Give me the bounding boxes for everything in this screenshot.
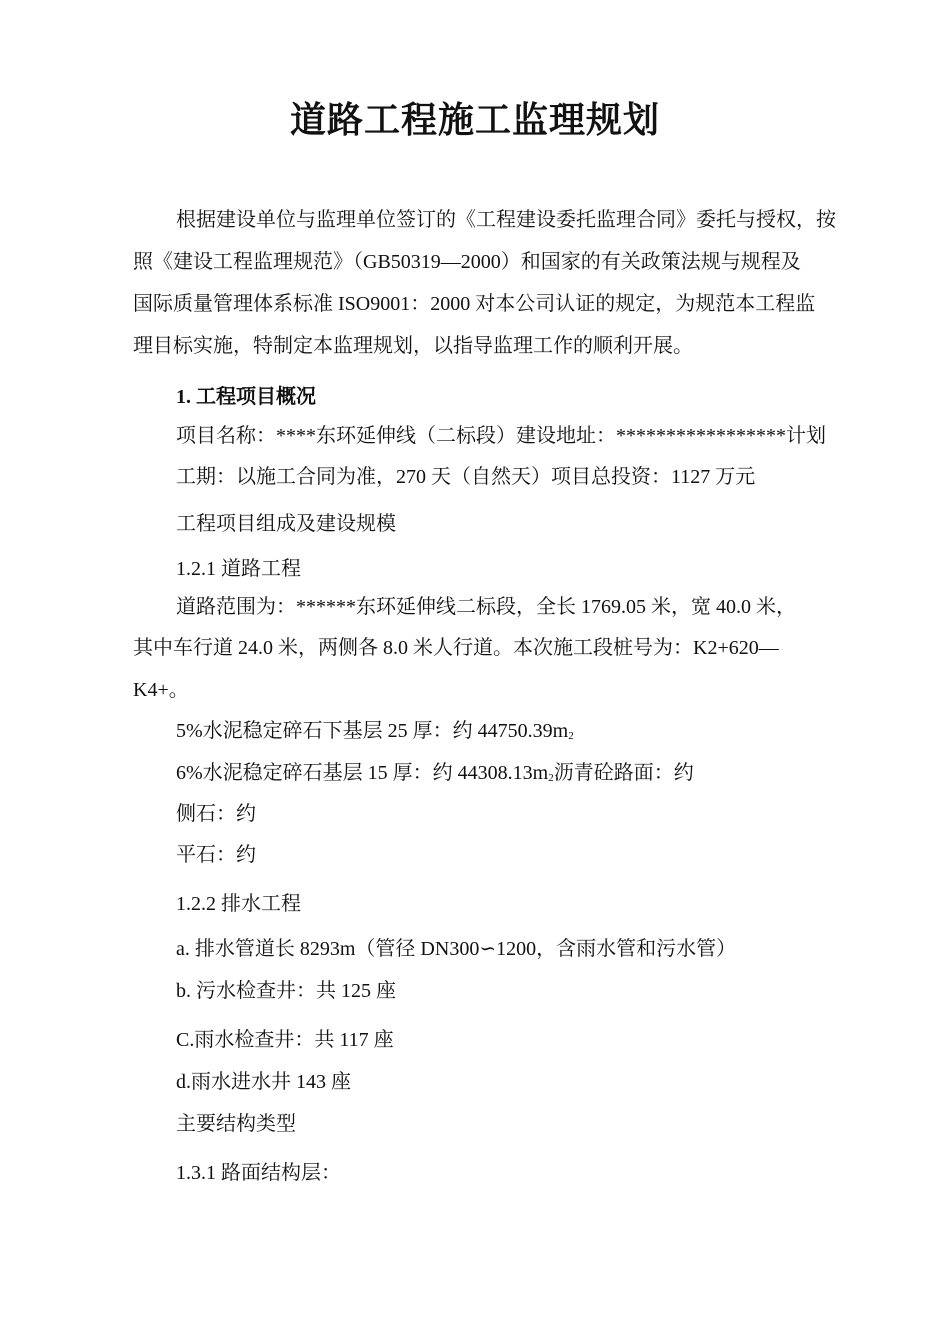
subbase-text: 5%水泥稳定碎石下基层 25 厚：约 44750.39m [176,720,569,742]
intro-line-3: 国际质量管理体系标准 ISO9001：2000 对本公司认证的规定，为规范本工程监 [133,293,816,315]
road-heading: 1.2.1 道路工程 [176,558,301,580]
curb-line: 侧石：约 [176,803,256,825]
drainage-item-c: C.雨水检查井：共 117 座 [176,1029,394,1051]
asphalt-text: 沥青砼路面：约 [553,762,694,784]
base-unit: 2 [548,772,554,784]
document-title: 道路工程施工监理规划 [289,100,660,141]
composition-heading: 工程项目组成及建设规模 [176,513,396,535]
overview-line-1: 项目名称：****东环延伸线（二标段）建设地址：*****************计划 [176,425,826,447]
section-heading: 1. 工程项目概况 [176,386,316,408]
road-range-line-1: 道路范围为：******东环延伸线二标段，全长 1769.05 米，宽 40.0 米， [176,596,796,618]
drainage-item-a: a. 排水管道长 8293m（管径 DN300∽1200，含雨水管和污水管） [176,938,737,960]
intro-line-4: 理目标实施，特制定本监理规划，以指导监理工作的顺利开展。 [133,335,693,357]
base-line [176,759,694,792]
road-range-line-2: 其中车行道 24.0 米，两侧各 8.0 米人行道。本次施工段桩号为：K2+620— [133,637,779,659]
base-text: 6%水泥稳定碎石基层 15 厚：约 44308.13m [176,762,549,784]
subbase-line [176,717,574,750]
pavement-heading: 1.3.1 路面结构层： [176,1162,341,1184]
intro-line-2: 照《建设工程监理规范》（GB50319—2000）和国家的有关政策法规与规程及 [133,251,801,273]
flat-stone-line: 平石：约 [176,844,256,866]
intro-line-1: 根据建设单位与监理单位签订的《工程建设委托监理合同》委托与授权，按 [176,209,836,231]
overview-line-2: 工期：以施工合同为准，270 天（自然天）项目总投资：1127 万元 [176,466,756,488]
subbase-unit: 2 [568,730,574,742]
drainage-item-d: d.雨水进水井 143 座 [176,1071,351,1093]
drainage-item-b: b. 污水检查井：共 125 座 [176,980,396,1002]
drainage-heading: 1.2.2 排水工程 [176,893,301,915]
structure-heading: 主要结构类型 [176,1113,296,1135]
road-range-line-3: K4+。 [133,679,189,701]
